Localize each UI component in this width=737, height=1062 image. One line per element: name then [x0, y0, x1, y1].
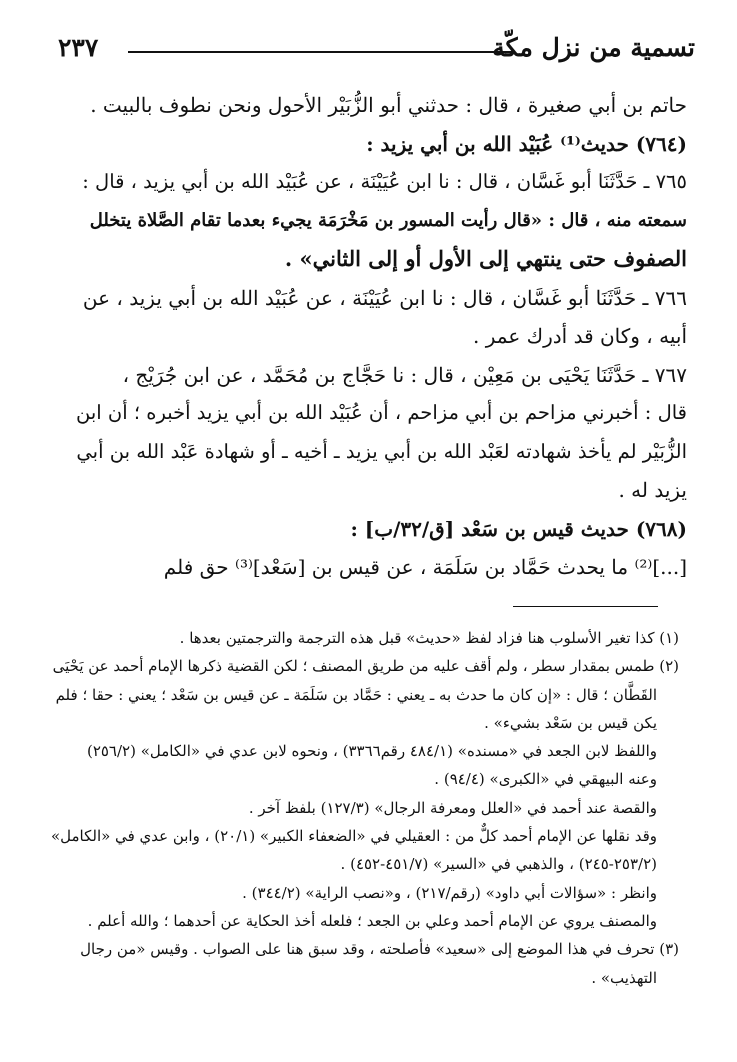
text-line: أبيه ، وكان قد أدرك عمر . [473, 324, 687, 348]
section-heading: (٧٦٤) حديث⁽¹⁾ عُبَيْد الله بن أبي يزيد : [366, 131, 687, 156]
text-line: الزُّبَيْر لم يأخذ شهادته لعَبْد الله بن أبي يزيد ـ أخيه ـ أو شهادة عَبْد الله بن أبي [76, 439, 687, 463]
page-number: ٢٣٧ [58, 33, 99, 62]
text-line: الصفوف حتى ينتهي إلى الأول أو إلى الثاني» . [284, 246, 687, 271]
text-line: ٧٦٦ ـ حَدَّثَنَا أبو غَسَّان ، قال : نا ابن عُيَيْنَة ، عن عُبَيْد الله بن أبي يزيد ، عن [82, 285, 687, 310]
footnote-line: (٢) طمس بمقدار سطر ، ولم أقف عليه من طريق المصنف ؛ لكن القضية ذكرها الإمام أحمد عن يَحْيَى [52, 657, 679, 676]
footnote-line: (١) كذا تغير الأسلوب هنا فزاد لفظ «حديث» قبل هذه الترجمة والترجمتين بعدها . [179, 629, 679, 647]
header-rule [128, 51, 512, 53]
text-line: ٧٦٧ ـ حَدَّثَنَا يَحْيَى بن مَعِيْن ، قال : نا حَجَّاج بن مُحَمَّد ، عن ابن جُرَيْج ، [122, 362, 687, 387]
text-line: يزيد له . [618, 478, 687, 502]
footnote-line: والقصة عند أحمد في «العلل ومعرفة الرجال» (١٢٧/٣) بلفظ آخر . [248, 798, 657, 817]
footnote-line: القَطَّان ؛ قال : «إن كان ما حدث به ـ يعني : حَمَّاد بن سَلَمَة ـ عن قيس بن سَعْد ؛ يعني : حقا ؛ فلم [55, 685, 657, 704]
text-line: قال : أخبرني مزاحم بن أبي مزاحم ، أن عُبَيْد الله بن أبي يزيد أخبره ؛ أن ابن [76, 401, 687, 424]
text-line: سمعته منه ، قال : «قال رأيت المسور بن مَخْرَمَة يجيء بعدما تقام الصَّلاة يتخلل [89, 209, 687, 231]
footnote-line: وقد نقلها عن الإمام أحمد كلٌّ من : العقيلي في «الضعفاء الكبير» (٢٠/١) ، وابن عدي في «الكامل» [50, 827, 657, 846]
footnote-line: والمصنف يروي عن الإمام أحمد وعلي بن الجعد ؛ فلعله أخذ الحكاية عن أحدهما ؛ والله أعلم . [87, 911, 657, 930]
footnote-line: يكن قيس بن سَعْد بشيء» . [484, 713, 657, 732]
text-line: ٧٦٥ ـ حَدَّثَنَا أبو غَسَّان ، قال : نا ابن عُيَيْنَة ، عن عُبَيْد الله بن أبي يزيد ، قال : [82, 170, 687, 193]
footnote-line: (٣) تحرف في هذا الموضع إلى «سعيد» فأصلحته ، وقد سبق هنا على الصواب . وقيس «من رجال [80, 940, 679, 959]
text-line: حاتم بن أبي صغيرة ، قال : حدثني أبو الزُّبَيْر الأحول ونحن نطوف بالبيت . [90, 93, 687, 117]
text-line: [...]⁽²⁾ ما يحدث حَمَّاد بن سَلَمَة ، عن قيس بن [سَعْد]⁽³⁾ حق فلم [163, 555, 687, 579]
footnote-line: وعنه البيهقي في «الكبرى» (٩٤/٤) . [434, 770, 657, 789]
footnote-line: واللفظ لابن الجعد في «مسنده» (٤٨٤/١ رقم٣٣٦٦) ، ونحوه لابن عدي في «الكامل» (٢٥٦/٢) [86, 742, 657, 761]
section-heading: (٧٦٨) حديث قيس بن سَعْد [ق/٣٢/ب] : [350, 516, 687, 541]
footnote-separator [513, 606, 658, 607]
footnote-line: وانظر : «سؤالات أبي داود» (رقم/٢١٧) ، و«نصب الراية» (٣٤٤/٢) . [242, 883, 657, 902]
running-title: تسمية من نزل مكّة [492, 33, 695, 62]
footnote-line: التهذيب» . [591, 968, 657, 987]
page-header [58, 28, 695, 68]
footnotes [50, 624, 679, 992]
main-text [76, 86, 687, 587]
footnote-line: (٢٥٣/٢-٢٤٥) ، والذهبي في «السير» (٤٥١/٧-٤٥٢) . [340, 855, 657, 874]
